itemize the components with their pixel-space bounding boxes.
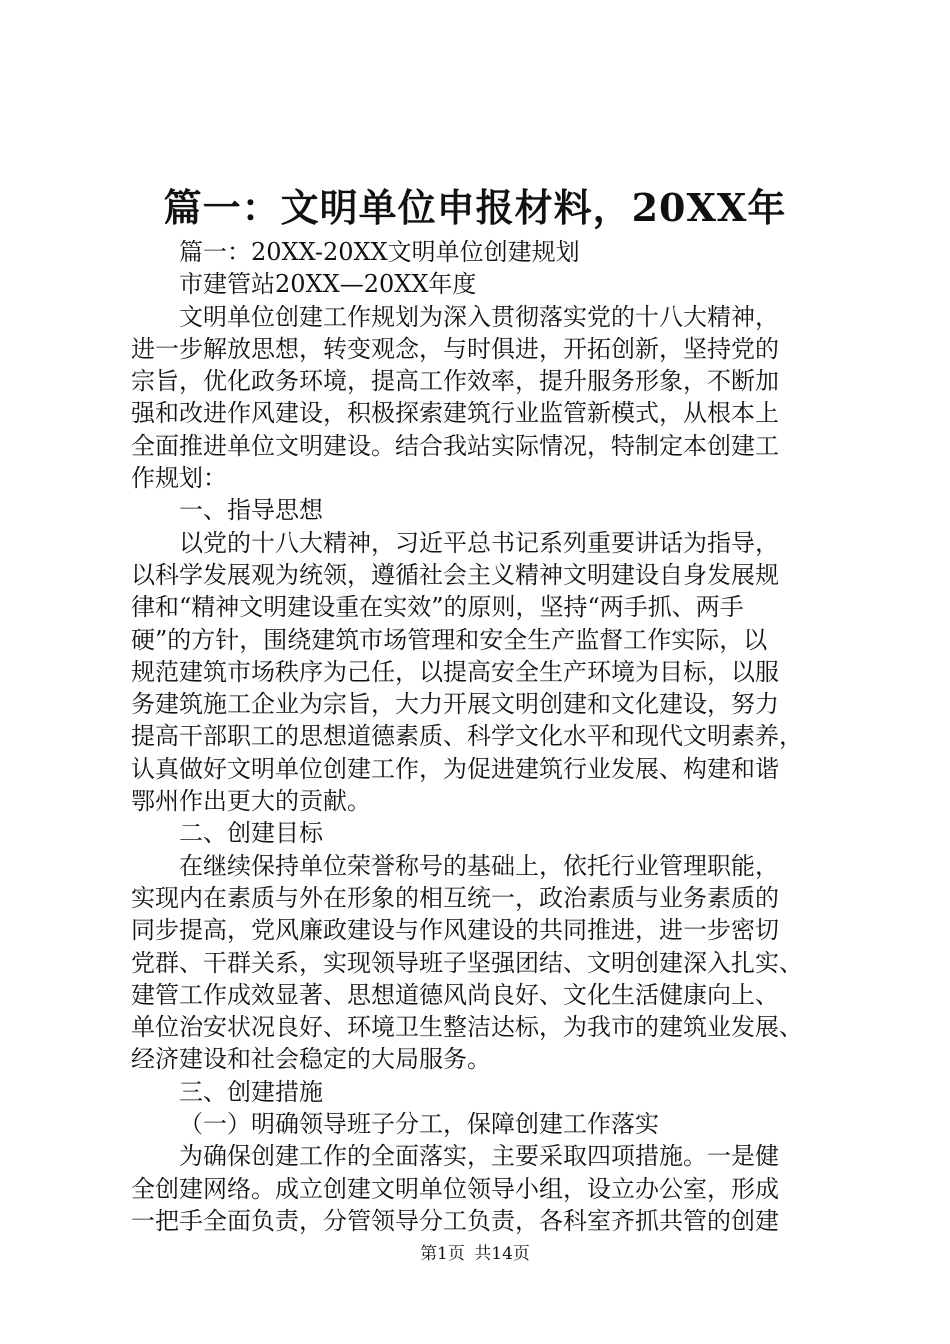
body-line: 强和改进作风建设，积极探索建筑行业监管新模式，从根本上	[131, 399, 779, 428]
body-line: 以科学发展观为统领，遵循社会主义精神文明建设自身发展规	[131, 560, 779, 589]
body-line: 全创建网络。成立创建文明单位领导小组，设立办公室，形成	[131, 1174, 779, 1203]
body-line: 一、指导思想	[179, 496, 323, 525]
body-line: 经济建设和社会稳定的大局服务。	[131, 1045, 491, 1074]
body-line: 鄂州作出更大的贡献。	[131, 787, 371, 816]
body-line: 进一步解放思想，转变观念，与时俱进，开拓创新，坚持党的	[131, 334, 779, 363]
document-body	[131, 236, 846, 1237]
body-line: 律和“精神文明建设重在实效”的原则，坚持“两手抓、两手	[131, 593, 744, 622]
body-line: 务建筑施工企业为宗旨，大力开展文明创建和文化建设，努力	[131, 690, 779, 719]
body-line: 同步提高，党风廉政建设与作风建设的共同推进，进一步密切	[131, 916, 779, 945]
body-line: 以党的十八大精神，习近平总书记系列重要讲话为指导，	[179, 528, 779, 557]
body-line: （一）明确领导班子分工，保障创建工作落实	[179, 1110, 659, 1139]
page-total: 共14页	[474, 1244, 530, 1264]
page-footer	[0, 1242, 950, 1266]
body-line: 硬”的方针，围绕建筑市场管理和安全生产监督工作实际，以	[131, 625, 768, 654]
body-line: 在继续保持单位荣誉称号的基础上，依托行业管理职能，	[179, 851, 779, 880]
body-line: 提高干部职工的思想道德素质、科学文化水平和现代文明素养，	[131, 722, 803, 751]
body-line: 宗旨，优化政务环境，提高工作效率，提升服务形象，不断加	[131, 367, 779, 396]
body-line: 实现内在素质与外在形象的相互统一，政治素质与业务素质的	[131, 883, 779, 912]
body-line: 规范建筑市场秩序为己任，以提高安全生产环境为目标，以服	[131, 657, 779, 686]
body-line: 党群、干群关系，实现领导班子坚强团结、文明创建深入扎实、	[131, 948, 803, 977]
body-line: 二、创建目标	[179, 819, 323, 848]
page-number: 第1页	[420, 1244, 465, 1264]
body-line: 全面推进单位文明建设。结合我站实际情况，特制定本创建工	[131, 431, 779, 460]
body-line: 认真做好文明单位创建工作，为促进建筑行业发展、构建和谐	[131, 754, 779, 783]
body-line: 三、创建措施	[179, 1077, 323, 1106]
body-line: 单位治安状况良好、环境卫生整洁达标，为我市的建筑业发展、	[131, 1013, 803, 1042]
body-line: 篇一：20XX-20XX文明单位创建规划	[179, 238, 580, 266]
body-line: 一把手全面负责，分管领导分工负责，各科室齐抓共管的创建	[131, 1206, 779, 1235]
body-line: 市建管站20XX—20XX年度	[179, 270, 477, 299]
body-line: 作规划：	[131, 464, 227, 493]
body-line: 建管工作成效显著、思想道德风尚良好、文化生活健康向上、	[131, 980, 779, 1009]
document-title: 篇一：文明单位申报材料，20XX年	[163, 185, 787, 230]
body-line: 为确保创建工作的全面落实，主要采取四项措施。一是健	[179, 1142, 779, 1171]
body-line: 文明单位创建工作规划为深入贯彻落实党的十八大精神，	[179, 302, 779, 331]
